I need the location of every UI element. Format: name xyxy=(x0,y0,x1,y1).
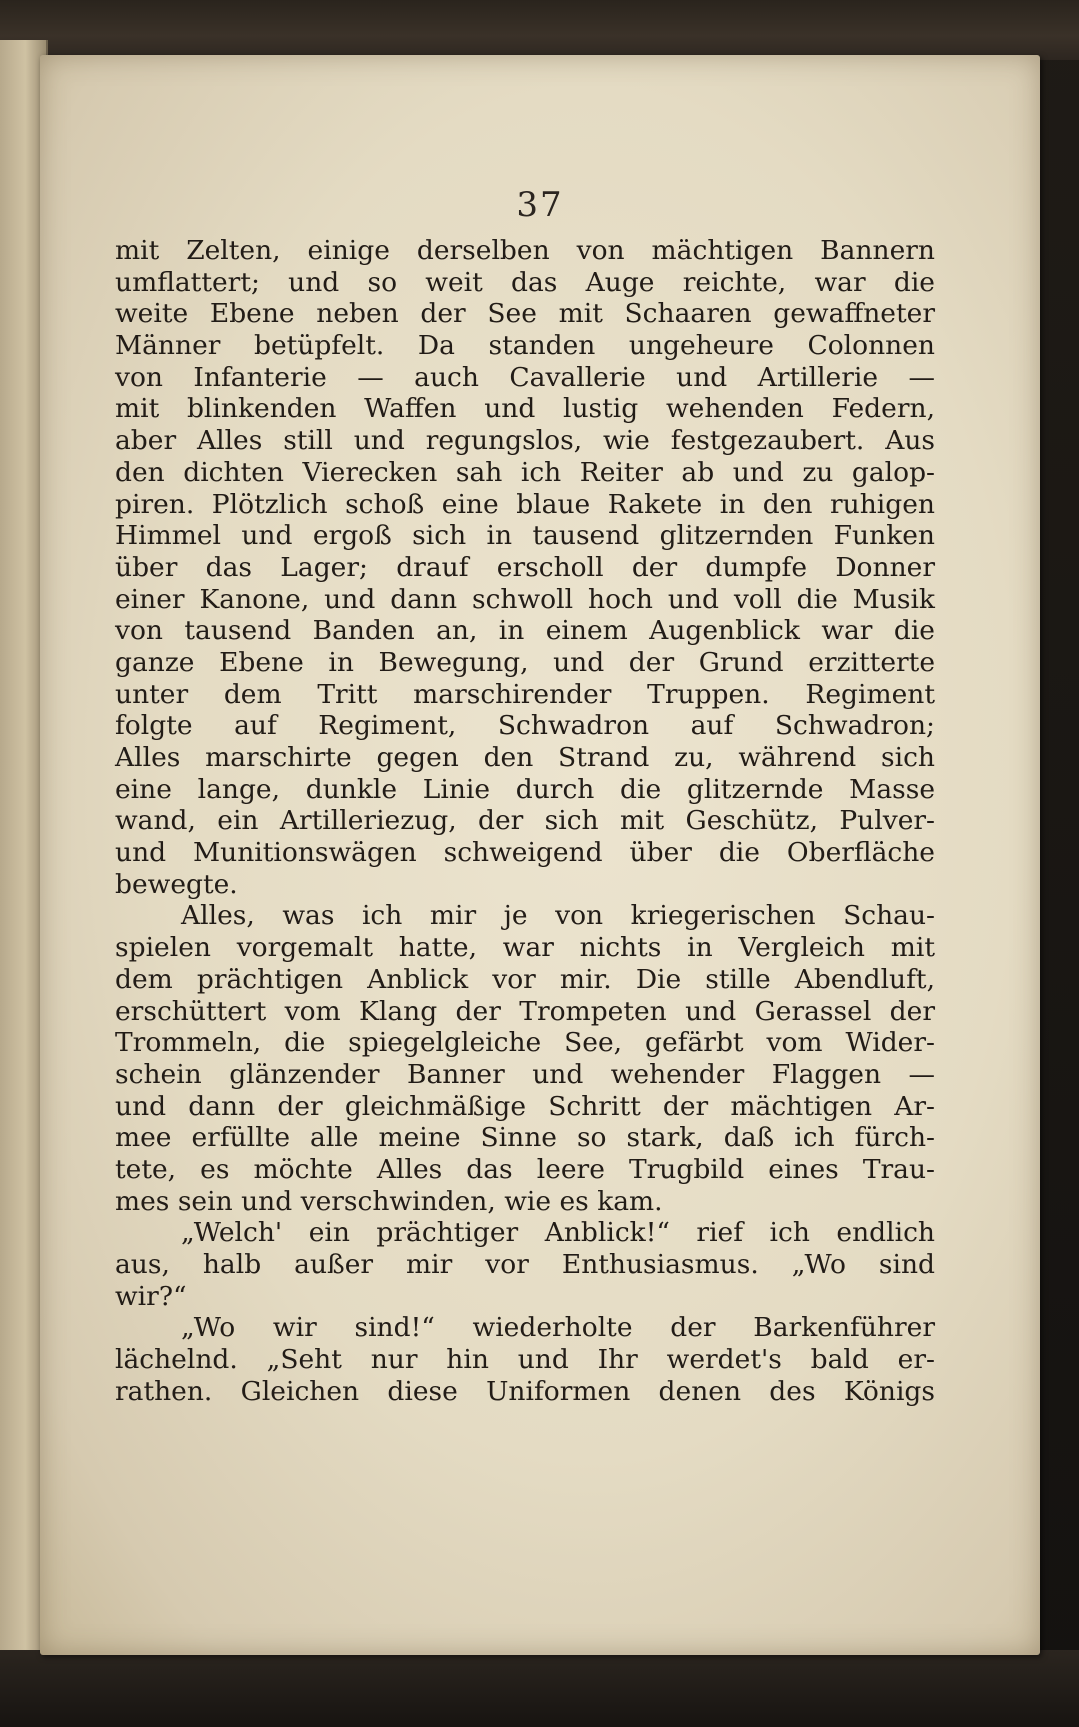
text-line: einer Kanone, und dann schwoll hoch und voll die Musik xyxy=(115,583,935,615)
text-line: weite Ebene neben der See mit Schaaren gewaffneter xyxy=(115,298,935,330)
book-page xyxy=(40,55,1040,1655)
text-line: umflattert; und so weit das Auge reichte, war die xyxy=(115,266,935,298)
text-line: und dann der gleichmäßige Schritt der mächtigen Ar- xyxy=(115,1090,935,1122)
text-line: mit blinkenden Waffen und lustig wehenden Federn, xyxy=(115,393,935,425)
text-line: piren. Plötzlich schoß eine blaue Rakete in den ruhigen xyxy=(115,488,935,520)
text-line: mit Zelten, einige derselben von mächtigen Bannern xyxy=(115,235,935,266)
text-line: Himmel und ergoß sich in tausend glitzernden Funken xyxy=(115,520,935,552)
text-line: den dichten Vierecken sah ich Reiter ab und zu galop- xyxy=(115,456,935,488)
text-line: wand, ein Artilleriezug, der sich mit Geschütz, Pulver- xyxy=(115,805,935,837)
text-line: aus, halb außer mir vor Enthusiasmus. „Wo sind xyxy=(115,1249,935,1280)
page-number: 37 xyxy=(516,185,564,225)
book-cover-bottom-edge xyxy=(0,1650,1079,1727)
text-line: ganze Ebene in Bewegung, und der Grund erzitterte xyxy=(115,646,935,678)
book-cover-top-edge xyxy=(0,0,1079,60)
text-line: wir?“ xyxy=(115,1280,187,1312)
text-line: erschüttert vom Klang der Trompeten und Gerassel der xyxy=(115,995,935,1027)
text-line: mee erfüllte alle meine Sinne so stark, daß ich fürch- xyxy=(115,1122,935,1154)
text-line: aber Alles still und regungslos, wie festgezaubert. Aus xyxy=(115,425,935,457)
text-line: Alles marschirte gegen den Strand zu, während sich xyxy=(115,742,935,773)
text-line: bewegte. xyxy=(115,868,238,900)
text-line: Alles, was ich mir je von kriegerischen Schau- xyxy=(181,900,935,932)
text-line: „Welch' ein prächtiger Anblick!“ rief ich endlich xyxy=(181,1217,935,1249)
text-line: tete, es möchte Alles das leere Trugbild eines Trau- xyxy=(115,1153,935,1185)
text-line: folgte auf Regiment, Schwadron auf Schwadron; xyxy=(115,710,935,742)
page-text-block xyxy=(115,235,935,1407)
text-line: mes sein und verschwinden, wie es kam. xyxy=(115,1185,663,1217)
text-line: von tausend Banden an, in einem Augenblick war die xyxy=(115,615,935,647)
text-line: von Infanterie — auch Cavallerie und Artillerie — xyxy=(115,361,935,393)
text-line: lächelnd. „Seht nur hin und Ihr werdet's bald er- xyxy=(115,1344,935,1376)
text-line: unter dem Tritt marschirender Truppen. Regiment xyxy=(115,678,935,710)
text-line: „Wo wir sind!“ wiederholte der Barkenführer xyxy=(181,1312,935,1344)
text-line: dem prächtigen Anblick vor mir. Die stille Abendluft, xyxy=(115,963,935,995)
text-line: eine lange, dunkle Linie durch die glitzernde Masse xyxy=(115,773,935,805)
text-line: spielen vorgemalt hatte, war nichts in Vergleich mit xyxy=(115,932,935,964)
text-line: Männer betüpfelt. Da standen ungeheure Colonnen xyxy=(115,330,935,362)
text-line: schein glänzender Banner und wehender Flaggen — xyxy=(115,1058,935,1090)
text-line: rathen. Gleichen diese Uniformen denen des Königs xyxy=(115,1375,935,1407)
text-line: Trommeln, die spiegelgleiche See, gefärbt vom Wider- xyxy=(115,1027,935,1059)
text-line: und Munitionswägen schweigend über die Oberfläche xyxy=(115,837,935,869)
text-line: über das Lager; drauf erscholl der dumpfe Donner xyxy=(115,551,935,583)
